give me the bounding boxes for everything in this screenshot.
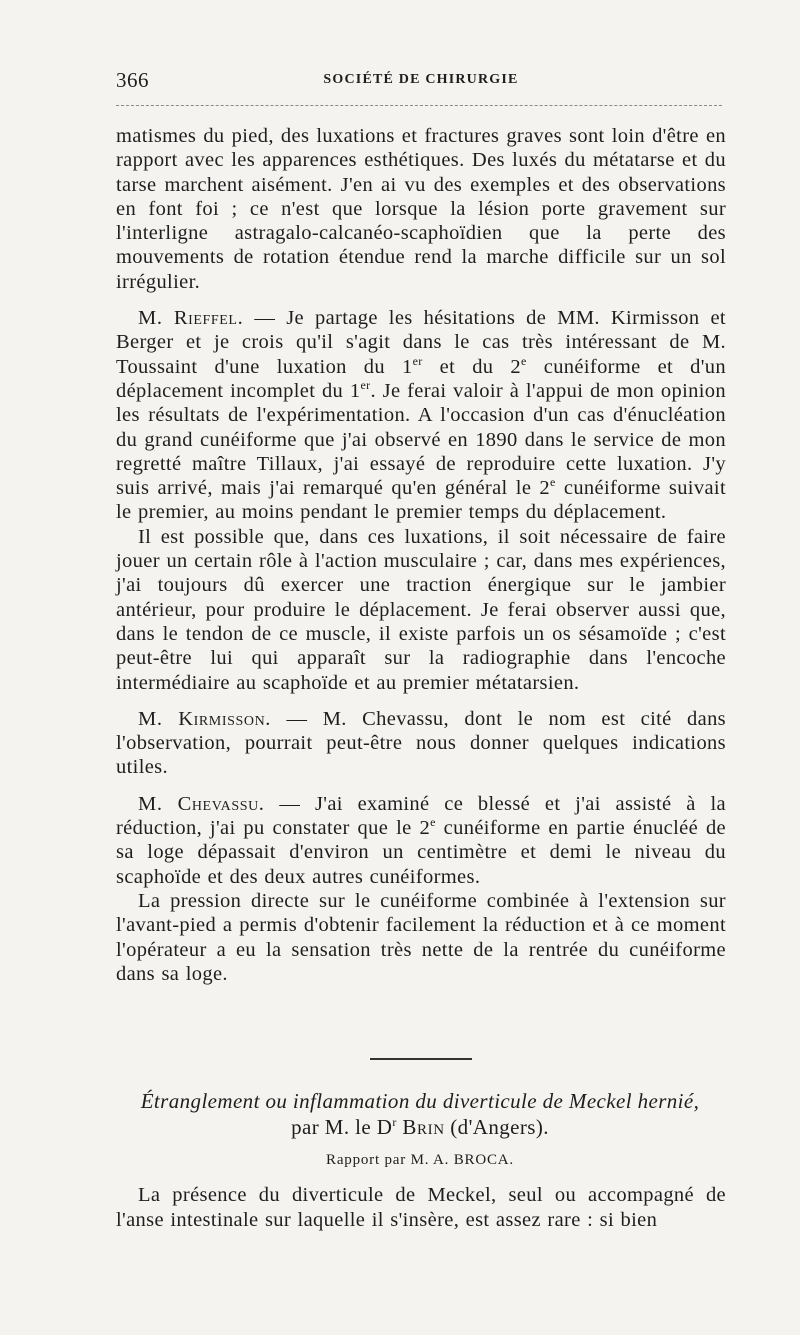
paragraph-text: cunéiforme et d'un déplacement incomplet du 1: [116, 355, 726, 402]
paragraph-chevassu: [116, 792, 726, 889]
superscript: er: [412, 353, 423, 368]
paragraph-continuation: matismes du pied, des luxations et fractures graves sont loin d'être en rapport avec les apparences esthétiques. Des luxés du métatarse et du tarse marchent aisément. J'en ai vu des exemples et des observations en font foi ; ce n'est que lorsque la lésion porte gravement sur l'interligne astragalo-calcanéo-scaphoïdien que la perte des mouvements de rotation étendue rend la marche difficile sur un sol irrégulier.: [116, 125, 726, 293]
running-title: SOCIÉTÉ DE CHIRURGIE: [323, 72, 519, 87]
paragraph-rieffel: [116, 306, 726, 525]
report-line: Rapport par M. A. BROCA.: [326, 1152, 514, 1168]
paragraph-text: . Je ferai valoir à l'appui de mon opinion les résultats de l'expérimentation. A l'occasion d'un cas d'énucléation du grand cunéiforme que j'ai observé en 1890 dans le service de mon regretté maître Tillaux, j'ai essayé de reproduire cette luxation. J'y suis arrivé, mais j'ai remarqué qu'en général le 2: [116, 379, 726, 500]
section-separator: [370, 1058, 472, 1060]
superscript: e: [550, 475, 556, 490]
article-title-main: Étranglement ou inflammation du diverticule de Meckel hernié,: [140, 1089, 700, 1113]
byline-text: par M. le D: [291, 1115, 393, 1139]
paragraph-text: — M. Chevassu, dont le nom est cité dans l'observation, pourrait peut-être nous donner quelques indications utiles.: [116, 707, 726, 779]
article-title: [100, 1088, 740, 1140]
superscript: er: [360, 378, 371, 393]
speaker-name: M. Kirmisson.: [138, 707, 272, 730]
byline-text: (d'Angers).: [444, 1115, 549, 1139]
speaker-name: M. Chevassu.: [138, 792, 265, 815]
body-text: [116, 124, 726, 986]
superscript: e: [521, 353, 527, 368]
paragraph-text: — J'ai examiné ce blessé et j'ai assisté à la réduction, j'ai pu constater que le 2: [116, 792, 726, 840]
page-header: [116, 68, 726, 96]
speaker-name: M. Rieffel.: [138, 307, 244, 330]
paragraph-pression: La pression directe sur le cunéiforme combinée à l'extension sur l'avant-pied a permis d'obtenir facilement la réduction et à ce moment l'opérateur a eu la sensation très nette de la rentrée du cunéiforme dans sa loge.: [116, 889, 726, 985]
article-opening: [116, 1183, 726, 1233]
superscript: e: [430, 815, 436, 830]
author-name: Brin: [402, 1115, 445, 1139]
paragraph-opening: La présence du diverticule de Meckel, seul ou accompagné de l'anse intestinale sur laquelle il s'insère, est assez rare : si bien: [116, 1184, 726, 1231]
paragraph-text: cunéiforme suivait le premier, au moins pendant le premier temps du déplacement.: [116, 477, 726, 524]
page-number: 366: [116, 68, 149, 92]
article-byline: [100, 1114, 740, 1140]
header-rule: [116, 105, 722, 106]
paragraph-text: cunéiforme en partie énucléé de sa loge dépassait d'environ un centimètre et demi le niveau du scaphoïde et des deux autres cunéiformes.: [116, 817, 727, 888]
superscript: r: [392, 1115, 397, 1129]
paragraph-text: — Je partage les hésitations de MM. Kirmisson et Berger et je crois qu'il s'agit dans le cas très intéressant de M. Toussaint d'une luxation du 1: [116, 307, 726, 378]
paragraph-kirmisson: [116, 707, 726, 780]
paragraph-text: et du 2: [422, 355, 522, 378]
paragraph-luxations: Il est possible que, dans ces luxations, il soit nécessaire de faire jouer un certain rôle à l'action musculaire ; car, dans mes expériences, j'ai toujours dû exercer une traction énergique sur le jambier antérieur, pour produire le déplacement. Je ferai observer aussi que, dans le tendon de ce muscle, il existe parfois un os sésamoïde ; c'est peut-être lui qui apparaît sur la radiographie dans l'encoche intermédiaire au scaphoïde et au premier métatarsien.: [116, 525, 726, 694]
